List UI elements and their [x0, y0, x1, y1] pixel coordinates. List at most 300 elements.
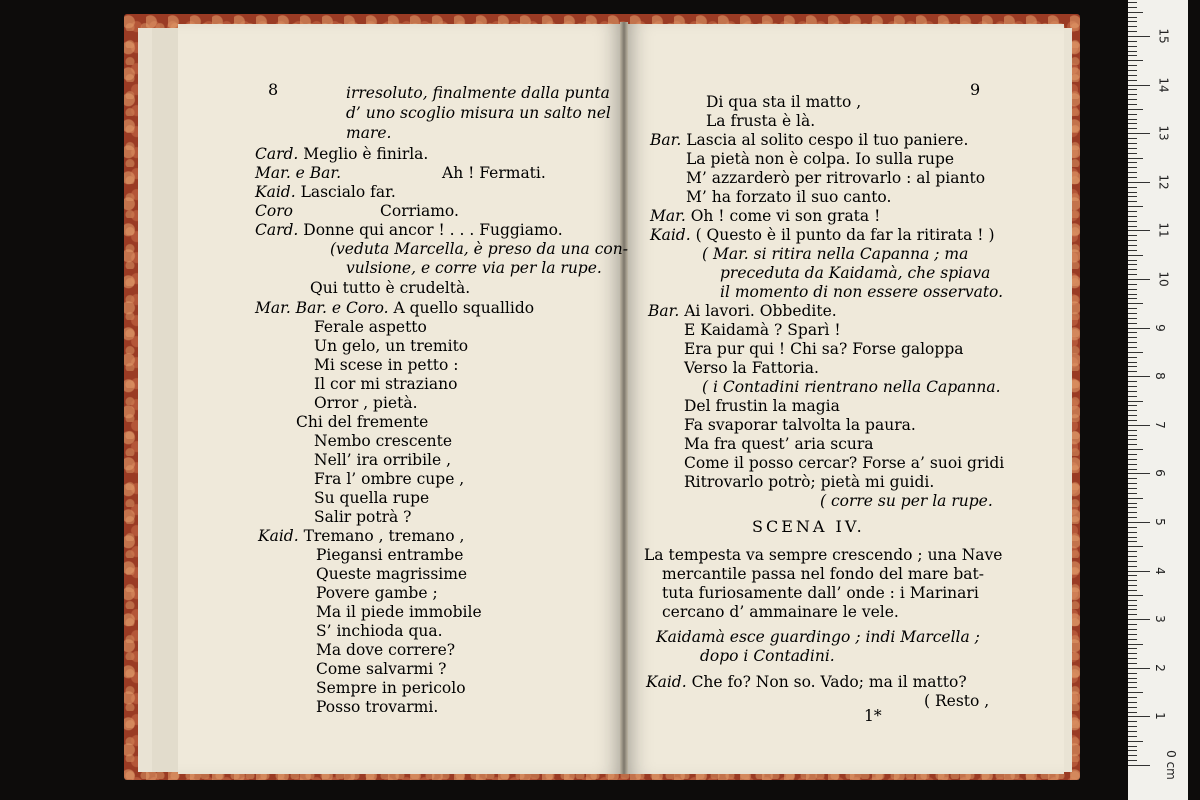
ruler-tick	[1128, 192, 1137, 193]
right-page-line	[686, 150, 954, 168]
ruler-tick	[1128, 415, 1137, 416]
line-text: Piegansi entrambe	[316, 546, 464, 564]
line-text: Ritrovarlo potrò; pietà mi guidi.	[684, 473, 935, 491]
ruler-tick	[1128, 36, 1150, 37]
line-text: E Kaidamà ? Sparì !	[684, 321, 841, 339]
ruler-tick	[1128, 187, 1137, 188]
left-page-line	[314, 394, 418, 412]
ruler-tick	[1128, 264, 1137, 265]
left-page-line	[255, 183, 396, 201]
ruler-tick	[1128, 755, 1137, 756]
right-page-line	[700, 647, 835, 665]
right-page-line	[686, 169, 985, 187]
line-text: Meglio è finirla.	[303, 145, 429, 163]
right-page-line	[684, 340, 963, 358]
line-text: Queste magrissime	[316, 565, 468, 583]
right-page-line	[644, 546, 1002, 564]
ruler-tick	[1128, 488, 1137, 489]
line-text: Lascia al solito cespo il tuo paniere.	[686, 131, 969, 149]
left-page-line	[314, 375, 457, 393]
speaker-label: Card.	[255, 221, 304, 239]
line-text: Fra l’ ombre cupe ,	[314, 470, 465, 488]
ruler-tick	[1128, 65, 1137, 66]
line-text: Qui tutto è crudeltà.	[310, 279, 471, 297]
ruler-tick	[1128, 498, 1143, 499]
ruler-tick	[1128, 240, 1137, 241]
left-page-line	[314, 318, 427, 336]
ruler-tick	[1128, 430, 1137, 431]
ruler-tick	[1128, 561, 1137, 562]
right-page-line	[820, 492, 993, 510]
line-text: Ai lavori. Obbedite.	[684, 302, 837, 320]
ruler-label: 5	[1152, 518, 1167, 526]
line-text: dopo i Contadini.	[700, 647, 835, 665]
ruler-tick	[1128, 55, 1137, 56]
right-page-line	[650, 131, 968, 149]
line-text: ( corre su per la rupe.	[820, 492, 993, 510]
ruler-tick	[1128, 532, 1137, 533]
ruler-tick	[1128, 158, 1143, 159]
ruler-tick	[1128, 537, 1137, 538]
ruler-tick	[1128, 765, 1150, 766]
ruler-tick	[1128, 741, 1143, 742]
speaker-label: Kaid.	[255, 183, 301, 201]
left-page-line	[314, 508, 411, 526]
ruler-label: 0 cm	[1163, 750, 1178, 780]
left-page-line	[316, 584, 438, 602]
speaker-label: Mar.	[650, 207, 691, 225]
line-text: La pietà non è colpa. Io sulla rupe	[686, 150, 955, 168]
line-text: Sempre in pericolo	[316, 679, 466, 697]
ruler-tick	[1128, 352, 1143, 353]
right-page-line	[662, 584, 979, 602]
right-page-line	[648, 302, 837, 320]
left-page-line	[314, 337, 468, 355]
left-page-line	[316, 698, 438, 716]
right-page-line	[684, 473, 934, 491]
ruler-tick	[1128, 70, 1137, 71]
ruler-tick	[1128, 619, 1150, 620]
ruler-tick	[1128, 673, 1137, 674]
ruler-tick	[1128, 435, 1137, 436]
ruler-tick	[1128, 702, 1137, 703]
left-page-line	[380, 202, 459, 220]
speaker-label: Kaid.	[646, 673, 692, 691]
ruler-tick	[1128, 517, 1137, 518]
right-page-line	[720, 264, 990, 282]
right-page-line	[684, 416, 916, 434]
right-page-number: 9	[970, 80, 981, 99]
line-text: Era pur qui ! Chi sa? Forse galoppa	[684, 340, 964, 358]
right-page-line	[706, 112, 815, 130]
ruler-tick	[1128, 663, 1137, 664]
right-page-line	[662, 565, 984, 583]
speaker-label: Card.	[255, 145, 304, 163]
ruler-tick	[1128, 401, 1143, 402]
ruler-tick	[1128, 376, 1150, 377]
ruler-tick	[1128, 726, 1137, 727]
right-page-line	[924, 692, 989, 710]
ruler-tick	[1128, 712, 1137, 713]
ruler-tick	[1128, 41, 1137, 42]
ruler-label: 14	[1156, 76, 1171, 93]
ruler-tick	[1128, 410, 1137, 411]
ruler-tick	[1128, 551, 1137, 552]
ruler-tick	[1128, 80, 1137, 81]
ruler-tick	[1128, 590, 1137, 591]
line-text: Posso trovarmi.	[316, 698, 439, 716]
line-text: Corriamo.	[380, 202, 459, 220]
line-text: Chi del fremente	[296, 413, 429, 431]
right-page-line	[684, 359, 819, 377]
ruler-label: 12	[1156, 174, 1171, 190]
ruler-tick	[1128, 614, 1137, 615]
ruler-tick	[1128, 328, 1150, 329]
ruler-tick	[1128, 162, 1137, 163]
ruler-tick	[1128, 687, 1137, 688]
line-text: M’ ha forzato il suo canto.	[686, 188, 892, 206]
ruler-tick	[1128, 707, 1137, 708]
ruler-tick	[1128, 46, 1137, 47]
left-page-line	[316, 622, 443, 640]
left-page-line	[316, 660, 446, 678]
ruler-tick	[1128, 17, 1137, 18]
speaker-label: Kaid.	[650, 226, 696, 244]
ruler-tick	[1128, 721, 1137, 722]
speaker-label: Bar.	[648, 302, 685, 320]
ruler-tick	[1128, 313, 1137, 314]
line-text: A quello squallido	[393, 299, 535, 317]
ruler-tick	[1128, 512, 1137, 513]
ruler-tick	[1128, 541, 1137, 542]
ruler-tick	[1128, 303, 1143, 304]
ruler-tick	[1128, 595, 1143, 596]
ruler-tick	[1128, 332, 1137, 333]
ruler-tick	[1128, 99, 1137, 100]
ruler-label: 10	[1156, 271, 1171, 287]
ruler-tick	[1128, 386, 1137, 387]
left-page-line	[310, 279, 470, 297]
left-page-line	[346, 84, 610, 102]
line-text: tuta furiosamente dall’ onde : i Marinari	[662, 584, 979, 602]
ruler-tick	[1128, 634, 1137, 635]
ruler-tick	[1128, 522, 1150, 523]
ruler-tick	[1128, 493, 1137, 494]
line-text: Lascialo far.	[300, 183, 396, 201]
right-page-line	[650, 226, 995, 244]
ruler-tick	[1128, 274, 1137, 275]
right-page-line	[646, 673, 967, 691]
right-page-line	[662, 603, 899, 621]
ruler-tick	[1128, 123, 1137, 124]
line-text: Che fo? Non so. Vado; ma il matto?	[691, 673, 967, 691]
speaker-label: Coro	[255, 202, 293, 220]
ruler-tick	[1128, 653, 1137, 654]
line-text: 1*	[864, 707, 882, 725]
ruler-tick	[1128, 624, 1137, 625]
ruler-tick	[1128, 2, 1137, 3]
ruler-tick	[1128, 201, 1137, 202]
line-text: Su quella rupe	[314, 489, 430, 507]
ruler-tick	[1128, 172, 1137, 173]
right-page-line	[684, 435, 874, 453]
line-text: Un gelo, un tremito	[314, 337, 469, 355]
ruler-tick	[1128, 255, 1143, 256]
ruler-tick	[1128, 585, 1137, 586]
ruler-tick	[1128, 114, 1137, 115]
line-text: Tremano , tremano ,	[303, 527, 465, 545]
ruler-tick	[1128, 21, 1137, 22]
ruler-tick	[1128, 454, 1137, 455]
right-page-line	[656, 628, 980, 646]
left-page-line	[346, 124, 391, 142]
ruler-tick	[1128, 196, 1137, 197]
left-page-line	[316, 603, 482, 621]
line-text: ( Mar. si ritira nella Capanna ; ma	[702, 245, 969, 263]
ruler-tick	[1128, 736, 1137, 737]
left-page-number: 8	[268, 80, 279, 99]
ruler-tick	[1128, 298, 1137, 299]
ruler-tick	[1128, 342, 1137, 343]
line-text: Nembo crescente	[314, 432, 453, 450]
line-text: Nell’ ira orribile ,	[314, 451, 452, 469]
ruler-tick	[1128, 284, 1137, 285]
line-text: (veduta Marcella, è preso da una con-	[330, 240, 628, 258]
left-page-line	[255, 145, 428, 163]
ruler-tick	[1128, 469, 1137, 470]
ruler-tick	[1128, 503, 1137, 504]
line-text: M’ azzarderò per ritrovarlo : al pianto	[686, 169, 986, 187]
ruler-tick	[1128, 211, 1137, 212]
ruler-tick	[1128, 60, 1143, 61]
ruler-tick	[1128, 682, 1137, 683]
left-page-line	[314, 451, 451, 469]
ruler-tick	[1128, 85, 1150, 86]
right-page-line	[684, 321, 841, 339]
ruler-tick	[1128, 347, 1137, 348]
ruler-tick	[1128, 644, 1143, 645]
ruler-tick	[1128, 148, 1137, 149]
left-page-line	[314, 432, 452, 450]
line-text: Povere gambe ;	[316, 584, 438, 602]
line-text: Salir potrà ?	[314, 508, 412, 526]
ruler-tick	[1128, 478, 1137, 479]
ruler-tick	[1128, 731, 1137, 732]
ruler-tick	[1128, 167, 1137, 168]
ruler-tick	[1128, 128, 1137, 129]
line-text: Verso la Fattoria.	[684, 359, 819, 377]
ruler-tick	[1128, 575, 1137, 576]
scene-heading: SCENA IV.	[752, 517, 865, 536]
ruler-tick	[1128, 323, 1137, 324]
right-page-line	[650, 207, 880, 225]
ruler-tick	[1128, 546, 1143, 547]
ruler-tick	[1128, 600, 1137, 601]
left-page-line	[316, 546, 463, 564]
line-text: ( Resto ,	[924, 692, 990, 710]
speaker-label: Bar.	[650, 131, 687, 149]
line-text: Come il posso cercar? Forse a’ suoi gridi	[684, 454, 1005, 472]
ruler-label: 3	[1152, 615, 1167, 624]
right-page-line	[686, 188, 891, 206]
ruler-tick	[1128, 668, 1150, 669]
line-text: irresoluto, finalmente dalla punta	[346, 84, 610, 102]
ruler-tick	[1128, 260, 1137, 261]
right-page-line	[706, 93, 861, 111]
ruler-tick	[1128, 31, 1137, 32]
speaker-label: Mar. Bar. e Coro.	[255, 299, 394, 317]
ruler-tick	[1128, 405, 1137, 406]
ruler-tick	[1128, 571, 1150, 572]
ruler-tick	[1128, 750, 1137, 751]
book-gutter	[620, 22, 628, 774]
ruler-tick	[1128, 279, 1150, 280]
left-page-line	[255, 202, 293, 220]
ruler-tick	[1128, 366, 1137, 367]
line-text: S’ inchioda qua.	[316, 622, 443, 640]
ruler-tick	[1128, 12, 1143, 13]
ruler-tick	[1128, 459, 1137, 460]
ruler-tick	[1128, 7, 1137, 8]
line-text: mercantile passa nel fondo del mare bat-	[662, 565, 984, 583]
ruler-tick	[1128, 697, 1137, 698]
right-page-line	[684, 397, 840, 415]
ruler-tick	[1128, 639, 1137, 640]
line-text: Orror , pietà.	[314, 394, 418, 412]
ruler-tick	[1128, 245, 1137, 246]
ruler-tick	[1128, 527, 1137, 528]
ruler-tick	[1128, 109, 1143, 110]
ruler-tick	[1128, 104, 1137, 105]
ruler-tick	[1128, 692, 1143, 693]
left-page-line	[346, 259, 602, 277]
ruler-tick	[1128, 580, 1137, 581]
ruler-tick	[1128, 444, 1137, 445]
left-page-line	[258, 527, 464, 545]
line-text: d’ uno scoglio misura un salto nel	[346, 104, 611, 122]
line-text: preceduta da Kaidamà, che spiava	[720, 264, 991, 282]
ruler-tick	[1128, 289, 1137, 290]
ruler-tick	[1128, 308, 1137, 309]
speaker-label: Mar. e Bar.	[255, 164, 342, 182]
ruler-tick	[1128, 464, 1137, 465]
ruler-label: 2	[1152, 663, 1167, 672]
ruler-label: 1	[1152, 712, 1167, 721]
line-text: cercano d’ ammainare le vele.	[662, 603, 899, 621]
ruler-label: 7	[1152, 420, 1167, 429]
ruler-tick	[1128, 75, 1137, 76]
ruler-tick	[1128, 371, 1137, 372]
right-page-line	[684, 454, 1004, 472]
ruler-label: 9	[1152, 323, 1167, 332]
speaker-label: Kaid.	[258, 527, 304, 545]
ruler-tick	[1128, 449, 1143, 450]
ruler-tick	[1128, 381, 1137, 382]
ruler-label: 6	[1152, 469, 1167, 478]
ruler-tick	[1128, 177, 1137, 178]
left-page-line	[346, 104, 611, 122]
ruler-tick	[1128, 250, 1137, 251]
ruler-tick	[1128, 182, 1150, 183]
ruler-tick	[1128, 556, 1137, 557]
ruler-tick	[1128, 230, 1150, 231]
line-text: mare.	[346, 124, 392, 142]
ruler-tick	[1128, 206, 1143, 207]
left-page-line	[296, 413, 428, 431]
ruler-tick	[1128, 94, 1137, 95]
left-page-line	[316, 565, 467, 583]
ruler-tick	[1128, 318, 1137, 319]
ruler-tick	[1128, 119, 1137, 120]
line-text: ( Questo è il punto da far la ritirata ! )	[695, 226, 995, 244]
ruler-tick	[1128, 648, 1137, 649]
ruler-tick	[1128, 629, 1137, 630]
line-text: Il cor mi straziano	[314, 375, 458, 393]
ruler-tick	[1128, 51, 1137, 52]
ruler-label: 15	[1156, 28, 1171, 44]
ruler-tick	[1128, 391, 1137, 392]
line-text: Ferale aspetto	[314, 318, 427, 336]
ruler-tick	[1128, 760, 1137, 761]
line-text: il momento di non essere osservato.	[720, 283, 1004, 301]
ruler-tick	[1128, 420, 1137, 421]
ruler-tick	[1128, 716, 1150, 717]
line-text: vulsione, e corre via per la rupe.	[346, 259, 602, 277]
ruler-tick	[1128, 396, 1137, 397]
ruler-tick	[1128, 566, 1137, 567]
ruler-label: 11	[1156, 222, 1171, 239]
right-page-line	[702, 245, 968, 263]
line-text: Come salvarmi ?	[316, 660, 447, 678]
right-page-line	[720, 283, 1003, 301]
ruler-tick	[1128, 658, 1137, 659]
ruler-tick	[1128, 26, 1137, 27]
ruler-tick	[1128, 609, 1137, 610]
left-page-line	[442, 164, 546, 182]
line-text: Oh ! come vi son grata !	[690, 207, 881, 225]
left-page-line	[314, 489, 429, 507]
line-text: Ma fra quest’ aria scura	[684, 435, 874, 453]
line-text: Fa svaporar talvolta la paura.	[684, 416, 916, 434]
right-page-line	[864, 707, 882, 725]
left-page-line	[255, 299, 534, 317]
ruler-tick	[1128, 143, 1137, 144]
line-text: Mi scese in petto :	[314, 356, 459, 374]
ruler-label: 4	[1152, 566, 1167, 575]
ruler-tick	[1128, 746, 1137, 747]
ruler-tick	[1128, 89, 1137, 90]
ruler-tick	[1128, 357, 1137, 358]
left-page-line	[314, 470, 464, 488]
page-stack-left-inner	[152, 28, 178, 772]
left-page-line	[255, 221, 563, 239]
ruler-tick	[1128, 678, 1137, 679]
ruler-tick	[1128, 439, 1137, 440]
ruler-tick	[1128, 425, 1150, 426]
measuring-ruler	[1128, 0, 1188, 800]
ruler-label: 8	[1152, 372, 1167, 381]
line-text: Kaidamà esce guardingo ; indi Marcella ;	[656, 628, 980, 646]
left-page-line	[255, 164, 341, 182]
ruler-tick	[1128, 294, 1137, 295]
ruler-tick	[1128, 362, 1137, 363]
ruler-tick	[1128, 216, 1137, 217]
line-text: Donne qui ancor ! . . . Fuggiamo.	[303, 221, 563, 239]
left-page-line	[316, 679, 466, 697]
ruler-tick	[1128, 483, 1137, 484]
ruler-tick	[1128, 605, 1137, 606]
line-text: La tempesta va sempre crescendo ; una Nave	[644, 546, 1003, 564]
